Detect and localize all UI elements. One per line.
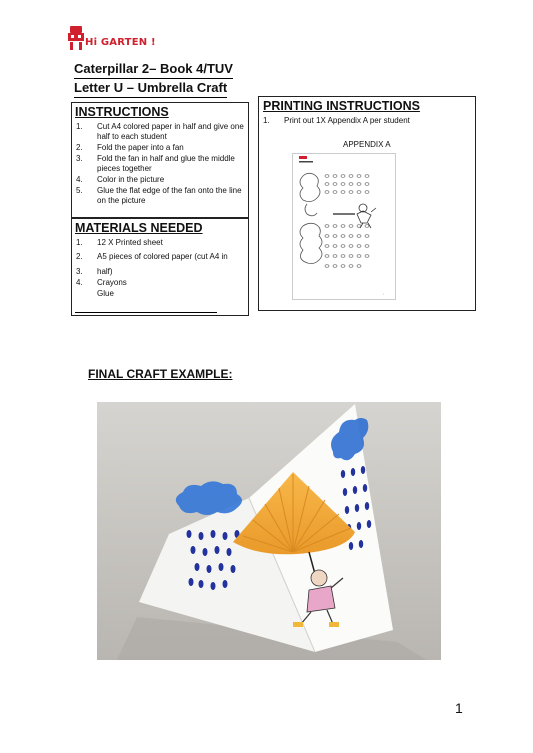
step-number: 5. (76, 186, 83, 195)
step-number: 1. (263, 116, 270, 125)
step-number: 2. (76, 143, 83, 152)
step-number: 4. (76, 175, 83, 184)
list-item (72, 267, 248, 277)
logo-text: Hi GARTEN ! (85, 37, 156, 48)
list-item (72, 122, 248, 142)
item-text: Crayons (97, 278, 127, 287)
list-item (259, 116, 475, 126)
page-number: 1 (455, 700, 463, 716)
craft-example-photo (97, 402, 441, 660)
instructions-heading: INSTRUCTIONS (75, 105, 169, 119)
appendix-thumbnail-image (292, 153, 396, 300)
materials-box (71, 218, 249, 316)
title-line-2: Letter U – Umbrella Craft (74, 79, 227, 98)
item-number: 3. (76, 267, 83, 276)
step-number: 3. (76, 154, 83, 163)
step-text: Color in the picture (97, 175, 165, 184)
materials-heading: MATERIALS NEEDED (75, 221, 203, 235)
title-line-1: Caterpillar 2– Book 4/TUV (74, 60, 233, 79)
instructions-box (71, 102, 249, 218)
step-text: Glue the flat edge of the fan onto the line on the picture (97, 186, 242, 205)
step-text: Cut A4 colored paper in half and give one half to each student (97, 122, 244, 141)
printing-list (259, 116, 475, 126)
materials-list (72, 238, 248, 299)
step-text: Print out 1X Appendix A per student (284, 116, 410, 125)
printing-heading: PRINTING INSTRUCTIONS (263, 99, 420, 113)
step-number: 1. (76, 122, 83, 131)
instructions-list (72, 122, 248, 206)
list-item (72, 278, 248, 288)
final-craft-heading: FINAL CRAFT EXAMPLE: (88, 367, 233, 381)
item-text: 12 X Printed sheet (97, 238, 163, 247)
list-item (72, 186, 248, 206)
list-item (72, 252, 248, 262)
page-title (74, 60, 233, 98)
divider (75, 312, 217, 313)
item-number: 2. (76, 252, 83, 261)
svg-text:▫: ▫ (383, 292, 385, 296)
item-text: half) (97, 267, 113, 276)
list-item (72, 289, 248, 299)
item-text: Glue (97, 289, 114, 298)
item-number: 4. (76, 278, 83, 287)
step-text: Fold the paper into a fan (97, 143, 184, 152)
list-item (72, 175, 248, 185)
item-number: 1. (76, 238, 83, 247)
list-item (72, 143, 248, 153)
item-text: A5 pieces of colored paper (cut A4 in (97, 252, 228, 261)
list-item (72, 238, 248, 248)
appendix-label: APPENDIX A (343, 140, 391, 149)
step-text: Fold the fan in half and glue the middle pieces together (97, 154, 235, 173)
list-item (72, 154, 248, 174)
